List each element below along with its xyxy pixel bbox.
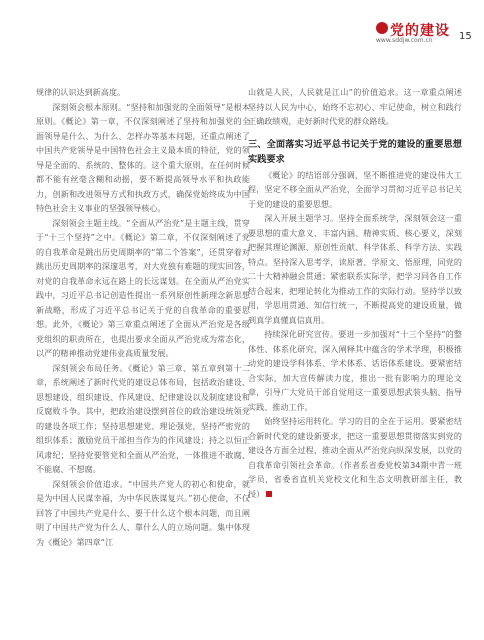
paragraph: 深刻领会主题主线。“全面从严治党”是主题主线，贯穿于“十三个坚持”之中。《概论》第二章，不仅深刻阐述了党的自我革命是跳出历史周期率的“第二个答案”，还贯穿着对跳出历史周期率的深邃思考，对大党独有难题的现实回答，对党的自我革命永远在路上的长远谋划。在全面从严治党实践中，习近平总书记创造性提出一系列原创性新理念新思想新战略，形成了习近平总书记关于党的自我革命的重要思想。此外，《概论》第三章重点阐述了全面从严治党是各级党组织的职责所在，也提出要求全面从严治党成为常态化，以严的精神推动党建伟业高质量发展。 [36, 217, 250, 358]
magazine-logo [376, 20, 452, 44]
section-heading: 三、全面落实习近平总书记关于党的建设的重要思想实践要求 [248, 138, 462, 165]
paragraph: 《概论》的结语部分强调，坚不断推进党的建设伟大工程，坚定不移全面从严治党，全面学习贯彻习近平总书记关于党的建设的重要思想。 [248, 169, 462, 209]
right-column-top-paragraphs [248, 85, 462, 129]
paragraph: 持续深化研究宣传。要进一步加强对“十三个坚持”的整体性、体系化研究，深入阐释其中蕴含的学术学理，积极推动党的建设学科体系、学术体系、话语体系建设。要紧密结合实际，加大宣传解读力度，推出一批有影响力的理论文章，引导广大党员干部自觉用这一重要思想武装头脑、指导实践、推动工作。 [248, 329, 462, 412]
logo-title: 党的建设 [390, 23, 450, 39]
paragraph: 深刻领会布局任务。《概论》第三章、第五章到第十二章，系统阐述了新时代党的建设总体布局，包括政治建设、思想建设、组织建设、作风建设、纪律建设以及制度建设和反腐败斗争。其中，把政治建设摆到首位的政治建设统领党的建设各项工作；坚持思想建党、理论强党，坚持严密党的组织体系；激励党员干部担当作为的作风建设；持之以恒正风肃纪；坚持党要管党和全面从严治党，一体推进不敢腐、不能腐、不想腐。 [36, 362, 250, 474]
paragraph: 始终坚持运用转化。学习的目的全在于运用。要紧密结合新时代党的建设新要求，把这一重要思想贯彻落实到党的建设各方面全过程，推动全面从严治党向纵深发展，以党的自我革命引领社会革命。（作者系省委党校第34期中青一班学员，省委省直机关党校文化和生态文明教研部主任，教授） [248, 416, 462, 499]
right-column-bottom-paragraphs [248, 168, 462, 502]
logo-url: www.sddjw.com.cn [376, 37, 433, 44]
page-header [0, 0, 484, 56]
right-text-column [248, 85, 462, 501]
square-end-mark-icon [266, 491, 272, 497]
paragraph: 规律的认识达到新高度。 [36, 87, 126, 97]
party-emblem-icon [376, 22, 388, 34]
left-text-column [36, 85, 250, 549]
paragraph: 深刻领会根本原则。“坚持和加强党的全面领导”是根本原则。《概论》第一章，不仅深刻阐述了坚持和加强党的全面领导是什么、为什么、怎样办等基本问题，还重点阐述了中国共产党领导是中国特色社会主义最本质的特征，党的领导是全面的、系统的、整体的。这个重大原则，在任何时候都不能有丝毫含糊和动摇，要不断提高领导水平和执政能力，创新和改进领导方式和执政方式，确保党始终成为中国特色社会主义事业的坚强领导核心。 [36, 101, 250, 213]
paragraph: 深入开展主题学习。坚持全面系统学，深刻领会这一重要思想的重大意义、丰富内涵、精神实质、核心要义，深刻把握其理论渊源、原创性贡献、科学体系、科学方法、实践特点。坚持深入思考学，读原著、学原文、悟原理，同党的二十大精神融会贯通；紧密联系实际学，把学习同各自工作结合起来，把理论转化为推动工作的实际行动。坚持学以致用，学思用贯通、知信行统一，不断提高党的建设质量，做到真学真懂真信真用。 [248, 213, 462, 325]
paragraph: 山就是人民，人民就是江山”的价值追求。这一章重点阐述坚持以人民为中心，始终不忘初心、牢记使命，树立和践行正确政绩观，走好新时代党的群众路线。 [248, 87, 462, 126]
page-number: 15 [459, 31, 472, 42]
paragraph: 深刻领会价值追求。“中国共产党人的初心和使命，就是为中国人民谋幸福，为中华民族谋复兴。”初心使命，不仅回答了中国共产党是什么、要干什么这个根本问题，而且阐明了中国共产党为什么人、靠什么人的立场问题。集中体现为《概论》第四章“江 [36, 478, 250, 547]
